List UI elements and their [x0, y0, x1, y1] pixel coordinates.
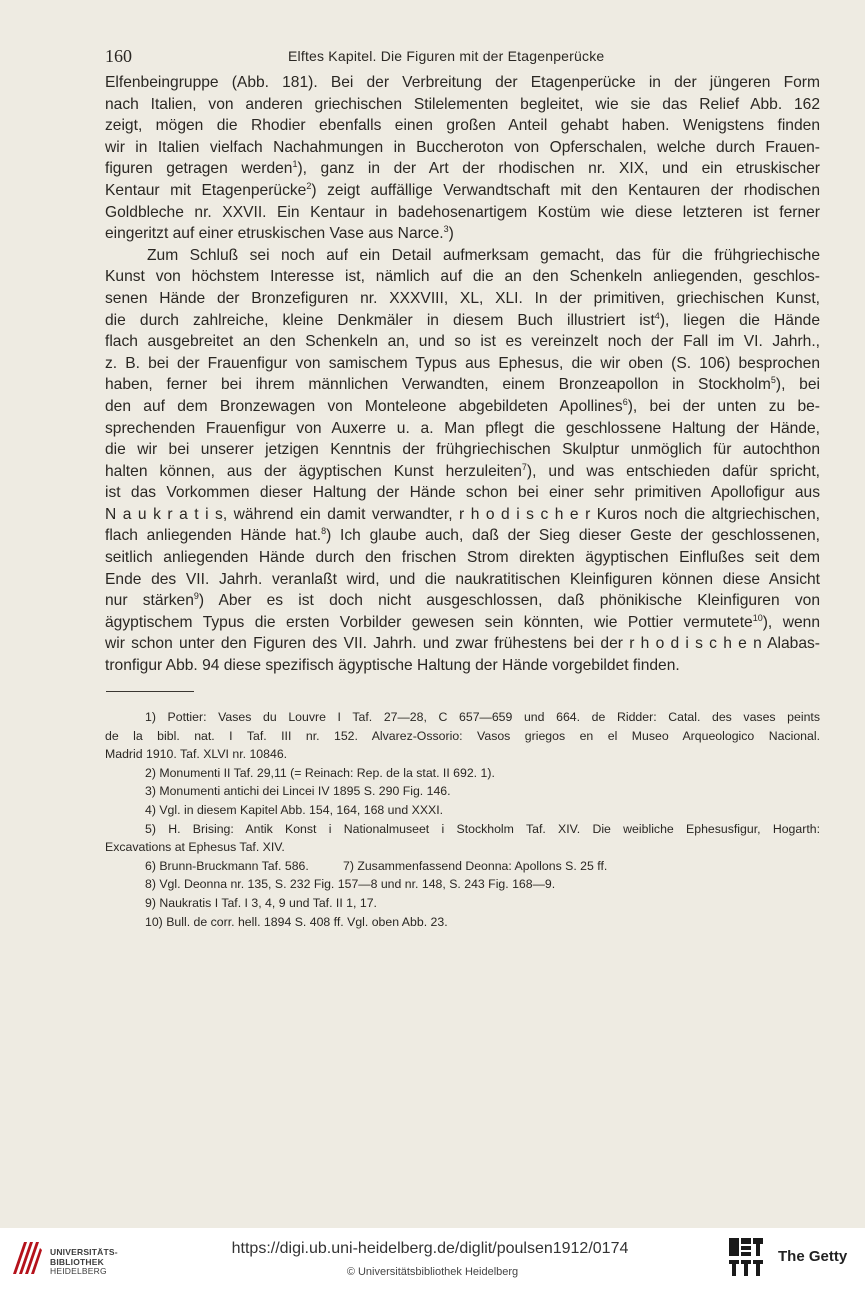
body-line-text: ): [448, 225, 454, 243]
body-line: [105, 612, 820, 634]
body-line: [105, 353, 820, 375]
ub-heidelberg-logo[interactable]: [8, 1236, 128, 1280]
body-line: [105, 439, 820, 461]
footnote-marker: 4: [654, 310, 660, 321]
footnote-marker: 7: [521, 461, 527, 472]
page-number: 160: [105, 46, 132, 66]
body-line-text: Elfenbeingruppe (Abb. 181). Bei der Verbreitung der Etagenperücke in der jüngeren Form: [105, 74, 820, 91]
footnote-marker: 2: [306, 180, 312, 191]
body-line: [105, 72, 820, 94]
getty-label: The Getty: [778, 1248, 848, 1265]
body-line-text: ) Aber es ist doch nicht ausgeschlossen, daß phönikische Kleinfiguren von: [198, 592, 820, 610]
body-line-text: senen Hände der Bronzefiguren nr. XXXVIII, XL, XLI. In der primitiven, griechischen Kunst,: [105, 289, 820, 307]
body-line: [105, 288, 820, 310]
body-line: [105, 374, 820, 396]
footnote-line: 6) Brunn-Bruckmann Taf. 586. 7) Zusammenfassend Deonna: Apollons S. 25 ff.: [145, 858, 608, 873]
footnote-line: 2) Monumenti II Taf. 29,11 (= Reinach: Rep. de la stat. II 692. 1).: [145, 765, 495, 780]
body-line: [105, 504, 820, 526]
body-line-text: flach anliegenden Hände hat.: [105, 527, 322, 545]
body-line-text: ), liegen die Hände: [659, 311, 820, 329]
body-line-text: Goldbleche nr. XXVII. Ein Kentaur in badehosenartigem Kostüm wie diese letzteren ist ferner: [105, 203, 820, 221]
permalink-url[interactable]: https://digi.ub.uni-heidelberg.de/diglit/poulsen1912/0174: [231, 1240, 629, 1257]
getty-logo-icon: [727, 1236, 767, 1280]
body-line: [105, 115, 820, 137]
body-line-text: ), bei: [775, 376, 820, 394]
body-line: [105, 94, 820, 116]
body-line: [105, 331, 820, 353]
library-city: HEIDELBERG: [50, 1266, 107, 1276]
body-line-text: figuren getragen werden: [105, 160, 293, 178]
footnote-line: 9) Naukratis I Taf. I 3, 4, 9 und Taf. II 1, 17.: [145, 895, 377, 910]
body-line: [105, 158, 820, 180]
footnote-marker: 9: [193, 591, 199, 602]
getty-logo[interactable]: [727, 1236, 767, 1280]
footnote-marker: 3: [443, 224, 449, 235]
body-line-text: wir schon unter den Figuren des VII. Jahrh. und zwar frühestens bei der r h o d i s c h e n Alabas-: [105, 635, 820, 653]
footnote-marker: 10: [752, 612, 763, 623]
body-line-text: zeigt, mögen die Rhodier ebenfalls einen großen Anteil gehabt haben. Wenigstens finden: [105, 117, 820, 135]
body-line-text: haben, ferner bei ihrem männlichen Verwandten, einem Bronzeapollon in Stockholm: [105, 376, 771, 394]
body-line: [105, 569, 820, 591]
body-line-text: die durch zahlreiche, kleine Denkmäler in diesem Buch illustriert ist: [105, 311, 655, 329]
library-name-line2: BIBLIOTHEK: [50, 1256, 104, 1267]
footnote-line: Excavations at Ephesus Taf. XIV.: [105, 840, 285, 855]
body-line-text: wir in Italien vielfach Nachahmungen in Buccheroton von Opferschalen, welche durch Frauen-: [105, 138, 820, 156]
footnote-line: 5) H. Brising: Antik Konst i Nationalmuseet i Stockholm Taf. XIV. Die weibliche Ephesusfigur, Hogarth:: [145, 821, 820, 836]
body-line-text: die wir bei unserer jetzigen Kenntnis der frühgriechischen Skulptur unmöglich für autochthon: [105, 441, 820, 459]
body-line-text: z. B. bei der Frauenfigur von samischem Typus aus Ephesus, die wir oben (S. 106) besprochen: [105, 354, 820, 372]
body-line-text: ), wenn: [762, 613, 820, 631]
footnote-line: 10) Bull. de corr. hell. 1894 S. 408 ff. Vgl. oben Abb. 23.: [145, 914, 448, 929]
footnotes: [105, 708, 820, 931]
body-line-text: den auf dem Bronzewagen von Monteleone abgebildeten Apollines: [105, 397, 623, 415]
footnote-line: 3) Monumenti antichi dei Lincei IV 1895 S. 290 Fig. 146.: [145, 784, 451, 799]
running-title: Elftes Kapitel. Die Figuren mit der Etagenperücke: [288, 48, 605, 64]
body-line: [105, 590, 820, 612]
body-line-text: Zum Schluß sei noch auf ein Detail aufmerksam gemacht, das für die frühgriechische: [147, 246, 820, 264]
body-line: [105, 137, 820, 159]
body-line-text: sprechenden Frauenfigur von Auxerre u. a. Man pflegt die geschlossene Haltung der Hände,: [105, 419, 820, 437]
body-line: [105, 418, 820, 440]
body-line: [105, 461, 820, 483]
body-line: [105, 202, 820, 224]
body-line-text: tronfigur Abb. 94 diese spezifisch ägyptische Haltung der Hände vorgebildet finden.: [105, 657, 680, 675]
body-line-text: nur stärken: [105, 592, 194, 610]
body-text: [105, 72, 820, 677]
ub-logo-icon: [10, 1238, 44, 1278]
body-line: [105, 245, 820, 267]
footnote-marker: 6: [622, 396, 628, 407]
body-line: [105, 180, 820, 202]
body-line-text: N a u k r a t i s, während ein damit verwandter, r h o d i s c h e r Kuros noch die altgriechischen,: [105, 505, 820, 523]
body-line: [105, 655, 820, 677]
body-line-text: seitlich anliegenden Hände durch den frischen Strom direkten ägyptischen Einflußes seit dem: [105, 549, 820, 567]
body-line: [105, 482, 820, 504]
footnote-rule: [106, 691, 194, 692]
body-line-text: ist das Vorkommen dieser Haltung der Hände schon bei einer sehr primitiven Apollofigur aus: [105, 484, 820, 502]
body-line: [105, 223, 820, 245]
body-line: [105, 633, 820, 655]
footnote-line: 4) Vgl. in diesem Kapitel Abb. 154, 164, 168 und XXXI.: [145, 802, 444, 817]
body-line-text: ), ganz in der Art der rhodischen nr. XIX, und ein etruskischer: [297, 160, 820, 178]
body-line-text: ), bei der unten zu be-: [627, 397, 820, 415]
footnote-marker: 1: [292, 159, 298, 170]
copyright-notice: © Universitätsbibliothek Heidelberg: [346, 1266, 519, 1278]
footnote-line: 1) Pottier: Vases du Louvre I Taf. 27—28, C 657—659 und 664. de Ridder: Catal. des vases peints: [145, 710, 820, 724]
body-line-text: Ende des VII. Jahrh. veranlaßt wird, und die naukratitischen Kleinfiguren können diese Ansicht: [105, 570, 820, 588]
ub-logo-text: [50, 1248, 118, 1277]
body-line-text: ), und was entschieden dafür spricht,: [526, 462, 820, 480]
body-line-text: eingeritzt auf einer etruskischen Vase aus Narce.: [105, 225, 444, 243]
body-line: [105, 396, 820, 418]
viewer-footer: [0, 1228, 865, 1290]
footnote-line: Madrid 1910. Taf. XLVI nr. 10846.: [105, 747, 288, 762]
body-line-text: ) zeigt auffällige Verwandtschaft mit den Kentauren der rhodischen: [311, 181, 820, 199]
body-line-text: nach Italien, von anderen griechischen Stilelementen begleitet, wie sie das Relief Abb. 162: [105, 95, 820, 113]
body-line-text: ) Ich glaube auch, daß der Sieg dieser Geste der geschlossenen,: [326, 527, 821, 545]
body-line-text: Kentaur mit Etagenperücke: [105, 181, 307, 199]
page-header: [105, 46, 825, 70]
library-name-line1: UNIVERSITÄTS-: [50, 1247, 118, 1257]
body-line-text: ägyptischem Typus die ersten Vorbilder gewesen sein könnten, wie Pottier vermutete: [105, 613, 753, 631]
body-line: [105, 266, 820, 288]
footnote-marker: 8: [321, 526, 327, 537]
body-line-text: flach ausgebreitet an den Schenkeln an, und so ist es vereinzelt noch der Fall im VI. Jahrh.,: [105, 333, 820, 351]
body-line: [105, 547, 820, 569]
footnote-line: 8) Vgl. Deonna nr. 135, S. 232 Fig. 157—8 und nr. 148, S. 243 Fig. 168—9.: [145, 877, 556, 892]
body-line-text: halten können, aus der ägyptischen Kunst herzuleiten: [105, 462, 522, 480]
footnote-marker: 5: [770, 375, 776, 386]
footnote-line: de la bibl. nat. I Taf. III nr. 152. Alvarez-Ossorio: Vasos griegos en el Museo Arqueologico Nacional.: [105, 728, 820, 743]
body-line-text: Kunst von höchstem Interesse ist, nämlich auf die an den Schenkeln anliegenden, geschlos-: [105, 268, 820, 286]
body-line: [105, 310, 820, 332]
body-line: [105, 525, 820, 547]
